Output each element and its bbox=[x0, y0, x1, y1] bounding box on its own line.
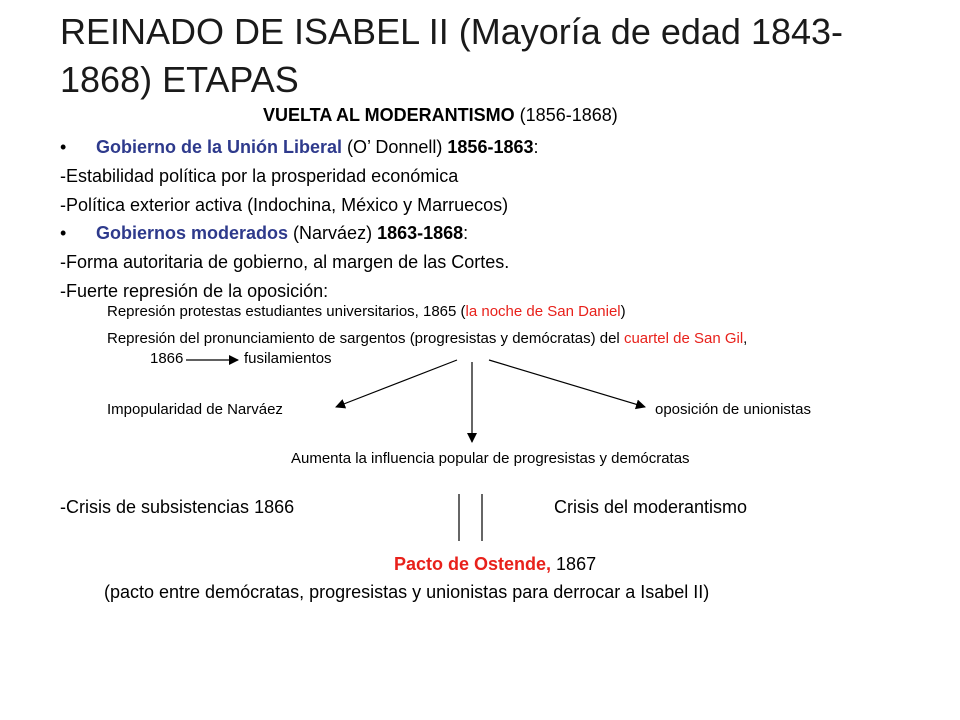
text-line: -Política exterior activa (Indochina, México y Marruecos) bbox=[60, 195, 509, 215]
effect-right: oposición de unionistas bbox=[655, 401, 811, 418]
text-line: -Estabilidad política por la prosperidad económica bbox=[60, 166, 459, 186]
pact-description: (pacto entre demócratas, progresistas y unionistas para derrocar a Isabel II) bbox=[104, 582, 710, 602]
arrow-to-impopularidad bbox=[336, 360, 457, 407]
result-fusilamientos: fusilamientos bbox=[244, 350, 332, 367]
page-title: REINADO DE ISABEL II (Mayoría de edad 1843-1868) ETAPAS bbox=[60, 11, 844, 100]
bullet-icon: • bbox=[60, 137, 67, 157]
bullet-icon: • bbox=[60, 223, 67, 243]
effect-left: Impopularidad de Narváez bbox=[107, 401, 283, 418]
text-line: -Forma autoritaria de gobierno, al margen de las Cortes. bbox=[60, 252, 510, 272]
item-gobiernos-moderados: Gobiernos moderados (Narváez) 1863-1868: bbox=[96, 223, 469, 243]
arrow-to-oposicion bbox=[489, 360, 645, 407]
sub-item-san-daniel: Represión protestas estudiantes universitarios, 1865 (la noche de San Daniel) bbox=[107, 303, 626, 320]
text-line: -Fuerte represión de la oposición: bbox=[60, 281, 329, 301]
crisis-subsistencias: -Crisis de subsistencias 1866 bbox=[60, 497, 295, 517]
section-subtitle: VUELTA AL MODERANTISMO (1856-1868) bbox=[263, 105, 618, 125]
effect-center: Aumenta la influencia popular de progresistas y demócratas bbox=[291, 450, 690, 467]
year-1866: 1866 bbox=[150, 350, 184, 367]
crisis-moderantismo: Crisis del moderantismo bbox=[554, 497, 748, 517]
pact-title: Pacto de Ostende, 1867 bbox=[394, 554, 597, 574]
sub-item-san-gil: Represión del pronunciamiento de sargentos (progresistas y demócratas) del cuartel de San Gil, bbox=[107, 330, 748, 347]
item-union-liberal: Gobierno de la Unión Liberal (O’ Donnell) 1856-1863: bbox=[96, 137, 539, 157]
